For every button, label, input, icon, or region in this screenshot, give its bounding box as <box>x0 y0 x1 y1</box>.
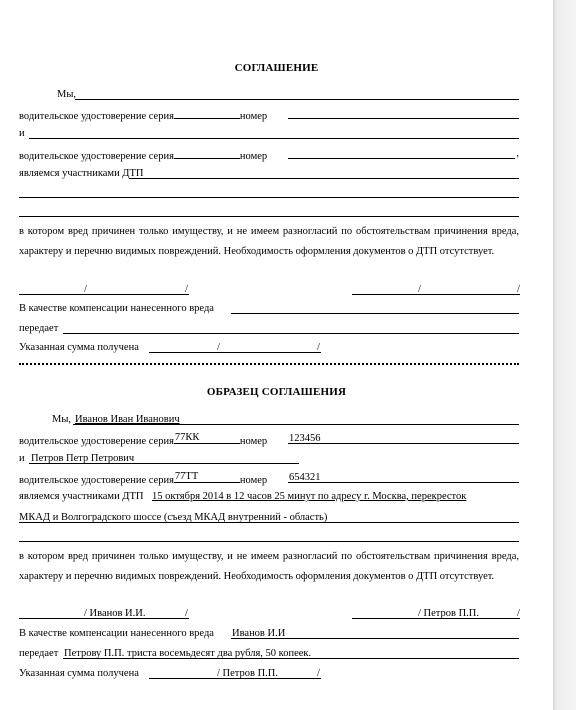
sample-we-line <box>19 413 519 427</box>
license-label: водительское удостоверение серия <box>19 436 174 447</box>
number1-field-underline <box>288 432 519 444</box>
received-label: Указанная сумма получена <box>19 342 139 353</box>
number2-value: 654321 <box>289 472 321 483</box>
amount-value: Петрову П.П. триста восемьдесят два рубля, 50 копеек. <box>64 648 312 659</box>
accident-details-blank-2[interactable] <box>19 186 519 198</box>
participants-label: являемся участниками ДТП <box>19 491 144 502</box>
blank-license1-line <box>19 107 519 121</box>
signature1-name: / Иванов И.И. <box>84 608 146 619</box>
accident-details-blank[interactable] <box>129 167 519 179</box>
name1-value: Иванов Иван Иванович <box>75 414 180 425</box>
slash: / <box>317 342 320 353</box>
and-label: и <box>19 128 25 139</box>
number1-blank[interactable] <box>288 107 519 119</box>
sample-license1-line <box>19 432 519 446</box>
number1-value: 123456 <box>289 433 321 444</box>
number-label-2: номер <box>239 475 268 486</box>
sample-transfers-line <box>19 647 519 661</box>
name2-value: Петров Петр Петрович <box>31 453 135 464</box>
series2-field <box>174 471 240 483</box>
blank-we-line <box>19 88 519 102</box>
payer-value: Иванов И.И <box>232 628 286 639</box>
blank-empty-line-2 <box>19 205 519 219</box>
slash: / <box>517 608 520 619</box>
accident-details-2: МКАД и Волгоградского шоссе (съезд МКАД внутренний - область) <box>19 512 328 523</box>
number2-blank[interactable] <box>288 147 515 159</box>
accident-details-1: 15 октября 2014 в 12 часов 25 минут по адресу г. Москва, перекресток <box>152 491 467 502</box>
blank-transfers-line <box>19 322 519 336</box>
sample-participants-line <box>19 490 519 504</box>
participants-label: являемся участниками ДТП <box>19 168 144 179</box>
name2-blank[interactable] <box>29 127 519 139</box>
sample-received-line <box>19 667 519 681</box>
blank-received-line <box>19 341 519 355</box>
agreement-title: СОГЛАШЕНИЕ <box>234 62 319 74</box>
blank-participants-line <box>19 167 519 181</box>
sample-signature-1 <box>19 607 189 621</box>
sample-and-line <box>19 452 519 466</box>
slash: / <box>185 608 188 619</box>
received-signature-blank[interactable] <box>149 341 321 353</box>
series1-value: 77КК <box>174 432 200 443</box>
slash: / <box>317 668 320 679</box>
blank-and-line <box>19 127 519 141</box>
section-separator <box>19 363 519 365</box>
blank-empty-line-1 <box>19 186 519 200</box>
sample-signature-2 <box>352 607 522 621</box>
slash: / <box>418 284 421 295</box>
license-label-2: водительское удостоверение серия <box>19 475 174 486</box>
we-label: Мы, <box>57 89 77 100</box>
name1-blank[interactable] <box>75 88 519 100</box>
transfers-label: передает <box>19 648 59 659</box>
compensation-label: В качестве компенсации нанесенного вреда <box>19 628 214 639</box>
blank-license2-line <box>19 147 519 161</box>
amount-blank[interactable] <box>63 322 519 334</box>
license-label-2: водительское удостоверение серия <box>19 151 174 162</box>
page-shadow <box>553 0 576 710</box>
license-label: водительское удостоверение серия <box>19 111 174 122</box>
comma: , <box>516 148 519 159</box>
sample-empty-line <box>19 530 519 544</box>
received-label: Указанная сумма получена <box>19 668 139 679</box>
number-label: номер <box>239 111 268 122</box>
details3-underline <box>19 530 519 542</box>
received-signature-name: / Петров П.П. <box>217 668 279 679</box>
series1-blank[interactable] <box>174 107 240 119</box>
sample-paragraph: в котором вред причинен только имуществу, и не имеем разногласий по обстоятельствам причинения вреда, характеру и перечню видимых повреждений. Необходимость оформления документов о ДТП отсутствует. <box>19 551 519 582</box>
series2-blank[interactable] <box>174 147 240 159</box>
signature2-name: / Петров П.П. <box>418 608 480 619</box>
number-label: номер <box>239 436 268 447</box>
series2-value: 77ТТ <box>174 471 199 482</box>
series1-field <box>174 432 240 444</box>
slash: / <box>517 284 520 295</box>
accident-details-blank-3[interactable] <box>19 205 519 217</box>
compensation-label: В качестве компенсации нанесенного вреда <box>19 303 214 314</box>
blank-signature-2 <box>352 283 522 297</box>
sample-details-line <box>19 511 519 525</box>
payer-blank[interactable] <box>231 302 519 314</box>
transfers-label: передает <box>19 323 59 334</box>
signature1-blank[interactable] <box>19 283 189 295</box>
blank-signature-1 <box>19 283 189 297</box>
sample-title: ОБРАЗЕЦ СОГЛАШЕНИЯ <box>206 386 347 398</box>
blank-compensation-line <box>19 302 519 316</box>
signature2-blank[interactable] <box>352 283 520 295</box>
sample-license2-line <box>19 471 519 485</box>
number2-field-underline <box>288 471 519 483</box>
number-label-2: номер <box>239 151 268 162</box>
slash: / <box>185 284 188 295</box>
we-label: Мы, <box>52 414 72 425</box>
slash: / <box>217 342 220 353</box>
slash: / <box>84 284 87 295</box>
blank-paragraph: в котором вред причинен только имуществу, и не имеем разногласий по обстоятельствам причинения вреда, характеру и перечню видимых повреждений. Необходимость оформления документов о ДТП отсутствует. <box>19 226 519 257</box>
sample-compensation-line <box>19 627 519 641</box>
and-label: и <box>19 453 25 464</box>
